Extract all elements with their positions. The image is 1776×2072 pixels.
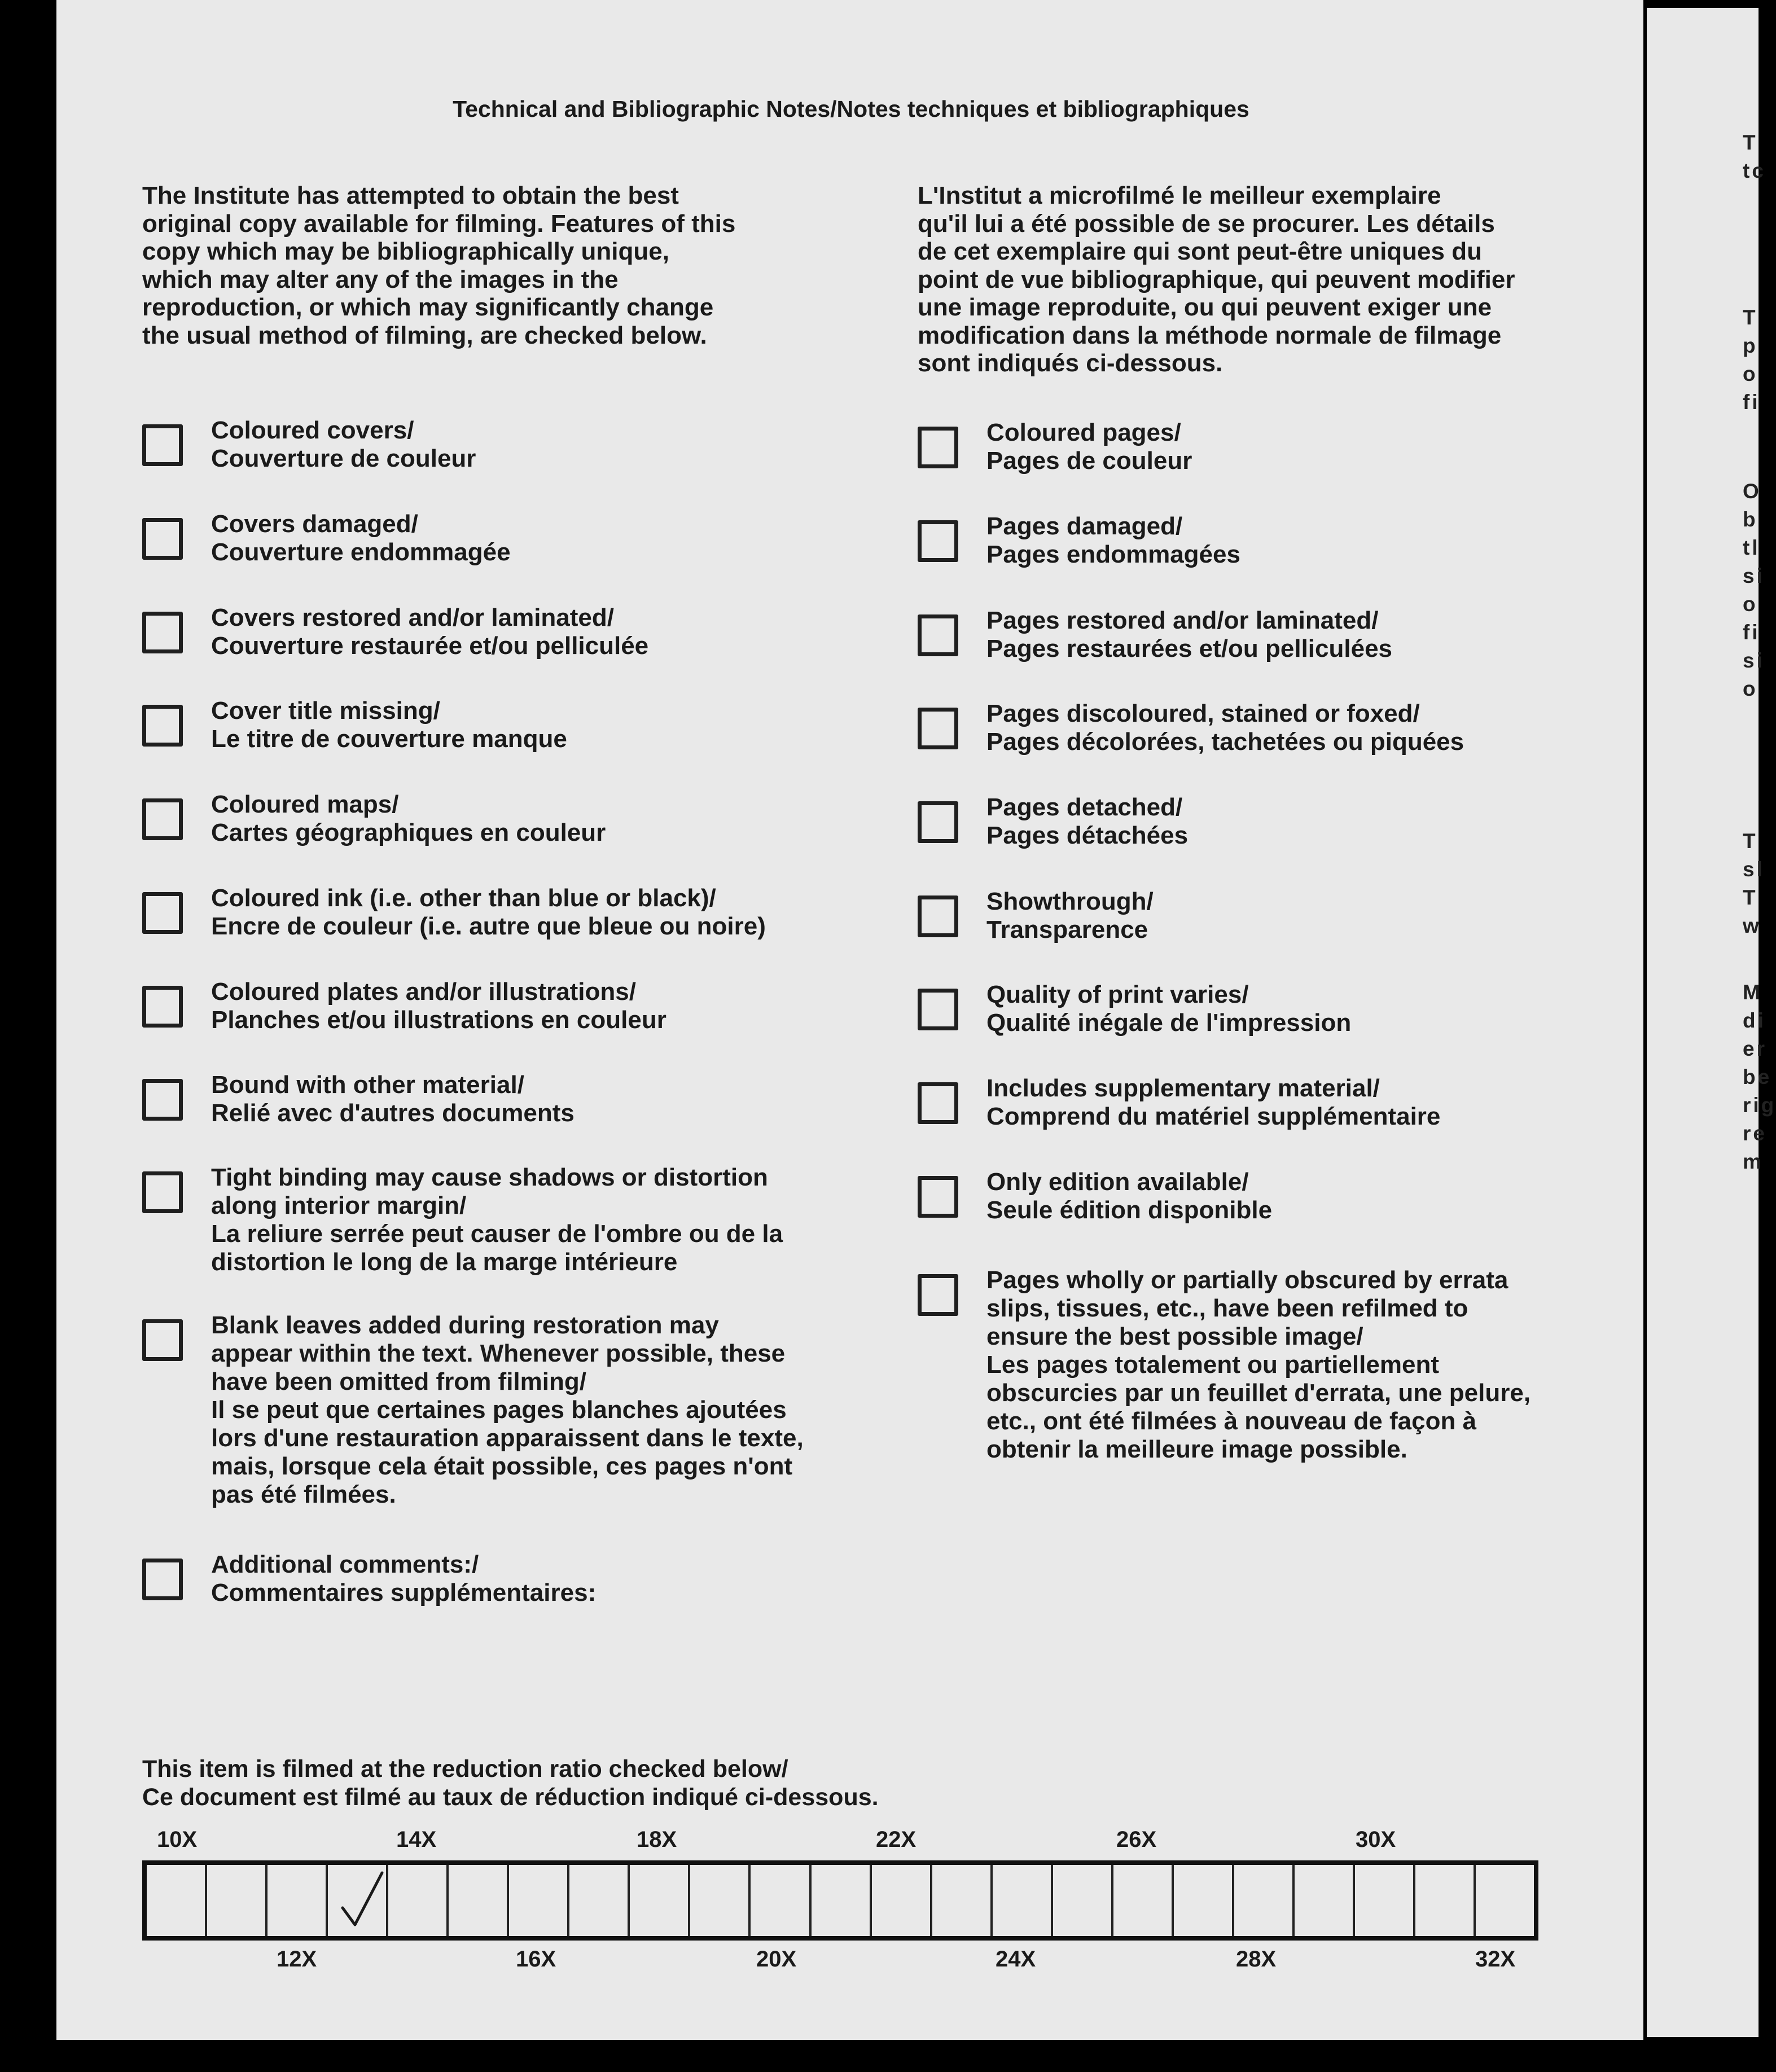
ratio-cell[interactable] [1113, 1865, 1174, 1936]
text-line: Quality of print varies/ [986, 981, 1249, 1008]
intro-french [918, 182, 1595, 377]
checkbox[interactable] [918, 989, 958, 1030]
text-line: Encre de couleur (i.e. autre que bleue ou noire) [211, 912, 766, 940]
text-line: Pages restored and/or laminated/ [986, 607, 1379, 634]
text-line: original copy available for filming. Features of this [142, 209, 736, 238]
adjacent-page-fragment: T [1743, 131, 1758, 154]
text-line: the usual method of filming, are checked below. [142, 321, 707, 349]
ratio-cell[interactable] [1234, 1865, 1295, 1936]
ratio-label: 18X [637, 1827, 677, 1852]
text-line: Seule édition disponible [986, 1196, 1273, 1224]
checklist-item-label [211, 1164, 783, 1276]
text-line: etc., ont été filmées à nouveau de façon à [986, 1407, 1477, 1435]
text-line: which may alter any of the images in the [142, 265, 619, 293]
text-line: Pages décolorées, tachetées ou piquées [986, 728, 1464, 756]
checklist-item-label [211, 884, 766, 941]
text-line: Planches et/ou illustrations en couleur [211, 1006, 666, 1034]
ratio-label: 32X [1475, 1947, 1516, 1972]
checklist-item-label [986, 1074, 1440, 1131]
text-line: The Institute has attempted to obtain the best [142, 182, 679, 209]
text-line: Couverture endommagée [211, 538, 511, 566]
text-line: Coloured maps/ [211, 791, 399, 818]
text-line: Pages damaged/ [986, 512, 1183, 540]
adjacent-page-fragment: T [1743, 886, 1758, 909]
reduction-ratio-table [142, 1860, 1538, 1941]
checklist-item-label [211, 1551, 596, 1607]
text-line: Transparence [986, 916, 1148, 943]
text-line: distortion le long de la marge intérieure [211, 1248, 678, 1276]
checklist-item-label [986, 1168, 1272, 1224]
text-line: This item is filmed at the reduction ratio checked below/ [142, 1755, 788, 1783]
adjacent-page-edge [1647, 8, 1759, 2037]
checkbox[interactable] [142, 986, 183, 1028]
text-line: Tight binding may cause shadows or distortion [211, 1164, 768, 1191]
checkbox[interactable] [142, 705, 183, 747]
ratio-cell[interactable] [569, 1865, 630, 1936]
text-line: Relié avec d'autres documents [211, 1099, 575, 1127]
ratio-cell[interactable] [630, 1865, 690, 1936]
ratio-label: 24X [996, 1947, 1036, 1972]
checkbox[interactable] [142, 892, 183, 934]
checkbox[interactable] [918, 1082, 958, 1124]
checklist-item-label [211, 1311, 804, 1509]
checklist-item-label [986, 981, 1351, 1037]
text-line: Showthrough/ [986, 888, 1154, 915]
adjacent-page-fragment: o [1743, 592, 1758, 616]
checklist-item-label [211, 791, 606, 847]
adjacent-page-fragment: O [1743, 480, 1761, 503]
text-line: point de vue bibliographique, qui peuvent modifier [918, 265, 1515, 293]
text-line: obtenir la meilleure image possible. [986, 1436, 1407, 1463]
ratio-cell[interactable] [1415, 1865, 1476, 1936]
text-line: sont indiqués ci-dessous. [918, 349, 1223, 377]
checklist-item-label [986, 888, 1154, 944]
adjacent-page-fragment: tc [1743, 159, 1766, 182]
text-line: along interior margin/ [211, 1192, 467, 1219]
adjacent-page-fragment: rig [1743, 1094, 1776, 1117]
adjacent-page-fragment: w [1743, 914, 1761, 937]
text-line: Coloured covers/ [211, 416, 414, 444]
text-line: Only edition available/ [986, 1168, 1249, 1196]
page-title: Technical and Bibliographic Notes/Notes techniques et bibliographiques [453, 96, 1249, 122]
text-line: Pages detached/ [986, 793, 1183, 821]
adjacent-page-fragment: si [1743, 564, 1765, 587]
text-line: modification dans la méthode normale de filmage [918, 321, 1502, 349]
adjacent-page-fragment: T [1743, 829, 1758, 853]
text-line: obscurcies par un feuillet d'errata, une pelure, [986, 1379, 1531, 1407]
adjacent-page-fragment: si [1743, 649, 1765, 672]
text-line: Blank leaves added during restoration may [211, 1311, 719, 1339]
text-line: Coloured pages/ [986, 419, 1181, 446]
text-line: Il se peut que certaines pages blanches ajoutées [211, 1396, 787, 1424]
checkbox[interactable] [918, 427, 958, 468]
text-line: Qualité inégale de l'impression [986, 1009, 1352, 1037]
text-line: Les pages totalement ou partiellement [986, 1351, 1439, 1379]
ratio-label: 26X [1116, 1827, 1157, 1852]
adjacent-page-fragment: sl [1743, 858, 1765, 881]
adjacent-page-fragment: fi [1743, 390, 1760, 414]
checklist-item-label [986, 700, 1464, 756]
adjacent-page-fragment: p [1743, 334, 1758, 357]
checkbox[interactable] [142, 424, 183, 466]
checklist-item-label [211, 416, 476, 473]
checkbox[interactable] [142, 518, 183, 560]
text-line: une image reproduite, ou qui peuvent exiger une [918, 293, 1492, 321]
text-line: lors d'une restauration apparaissent dans le texte, [211, 1424, 804, 1452]
checkmark-icon [339, 1868, 384, 1930]
ratio-label: 30X [1356, 1827, 1396, 1852]
text-line: reproduction, or which may significantly change [142, 293, 714, 321]
text-line: mais, lorsque cela était possible, ces pages n'ont [211, 1452, 793, 1480]
text-line: Cover title missing/ [211, 697, 440, 725]
text-line: Pages de couleur [986, 447, 1192, 475]
checkbox[interactable] [918, 1176, 958, 1218]
text-line: Le titre de couverture manque [211, 725, 567, 753]
checkbox[interactable] [142, 1559, 183, 1600]
adjacent-page-fragment: o [1743, 362, 1758, 385]
text-line: Covers restored and/or laminated/ [211, 604, 614, 631]
checkbox[interactable] [142, 1171, 183, 1213]
ratio-label: 12X [277, 1947, 317, 1972]
adjacent-page-fragment: M [1743, 981, 1762, 1004]
adjacent-page-fragment: b [1743, 508, 1758, 531]
checklist-item-label [986, 1266, 1531, 1464]
text-line: slips, tissues, etc., have been refilmed to [986, 1294, 1468, 1322]
text-line: have been omitted from filming/ [211, 1368, 586, 1395]
text-line: Cartes géographiques en couleur [211, 819, 606, 846]
text-line: Commentaires supplémentaires: [211, 1579, 597, 1606]
text-line: appear within the text. Whenever possible, these [211, 1340, 786, 1367]
checklist-item-label [986, 512, 1240, 569]
ratio-cell[interactable] [147, 1865, 207, 1936]
ratio-cell[interactable] [207, 1865, 268, 1936]
adjacent-page-fragment: fi [1743, 621, 1760, 644]
checkbox[interactable] [918, 801, 958, 843]
ratio-cell[interactable] [509, 1865, 569, 1936]
text-line: Bound with other material/ [211, 1071, 524, 1099]
text-line: Ce document est filmé au taux de réduction indiqué ci-dessous. [142, 1784, 879, 1811]
text-line: Covers damaged/ [211, 510, 418, 538]
adjacent-page-fragment: di [1743, 1009, 1766, 1032]
text-line: Coloured ink (i.e. other than blue or black)/ [211, 884, 716, 912]
text-line: Pages restaurées et/ou pelliculées [986, 635, 1393, 662]
intro-english [142, 182, 904, 349]
checklist-item-label [211, 697, 567, 753]
ratio-label: 22X [876, 1827, 916, 1852]
adjacent-page-fragment: re [1743, 1122, 1767, 1145]
ratio-cell[interactable] [932, 1865, 993, 1936]
ratio-cell[interactable] [388, 1865, 449, 1936]
text-line: pas été filmées. [211, 1481, 396, 1508]
text-line: qu'il lui a été possible de se procurer. Les détails [918, 209, 1495, 238]
checklist-item-label [986, 607, 1392, 663]
ratio-cell[interactable] [751, 1865, 811, 1936]
adjacent-page-fragment: m [1743, 1150, 1764, 1173]
reduction-ratio-note [142, 1755, 879, 1811]
ratio-cell[interactable] [1053, 1865, 1113, 1936]
checklist-item-label [211, 604, 648, 660]
ratio-label: 20X [756, 1947, 797, 1972]
ratio-cell[interactable] [993, 1865, 1053, 1936]
ratio-cell[interactable] [328, 1865, 388, 1936]
text-line: Pages discoloured, stained or foxed/ [986, 700, 1420, 727]
text-line: copy which may be bibliographically unique, [142, 238, 669, 265]
ratio-cell[interactable] [268, 1865, 328, 1936]
ratio-cell[interactable] [1355, 1865, 1415, 1936]
ratio-cell[interactable] [1476, 1865, 1534, 1936]
ratio-cell[interactable] [1174, 1865, 1234, 1936]
checkbox[interactable] [142, 1079, 183, 1121]
text-line: La reliure serrée peut causer de l'ombre ou de la [211, 1220, 783, 1248]
checkbox[interactable] [918, 1274, 958, 1316]
text-line: Additional comments:/ [211, 1551, 479, 1578]
text-line: Pages wholly or partially obscured by errata [986, 1266, 1508, 1294]
ratio-cell[interactable] [872, 1865, 932, 1936]
ratio-label: 10X [157, 1827, 198, 1852]
checklist-item-label [211, 1071, 575, 1127]
ratio-cell[interactable] [449, 1865, 509, 1936]
adjacent-page-fragment: er [1743, 1037, 1767, 1060]
checkbox[interactable] [142, 798, 183, 840]
adjacent-page-fragment: be [1743, 1065, 1772, 1088]
checkbox[interactable] [918, 614, 958, 656]
checkbox[interactable] [142, 1319, 183, 1361]
ratio-label: 28X [1236, 1947, 1277, 1972]
text-line: Coloured plates and/or illustrations/ [211, 978, 636, 1006]
checkbox[interactable] [142, 612, 183, 653]
text-line: L'Institut a microfilmé le meilleur exemplaire [918, 182, 1441, 209]
checklist-item-label [986, 793, 1188, 850]
text-line: Includes supplementary material/ [986, 1074, 1380, 1102]
adjacent-page-fragment: T [1743, 306, 1758, 329]
text-line: Pages endommagées [986, 541, 1240, 568]
checkbox[interactable] [918, 520, 958, 562]
text-line: de cet exemplaire qui sont peut-être uniques du [918, 238, 1482, 265]
text-line: ensure the best possible image/ [986, 1323, 1363, 1350]
ratio-cell[interactable] [1295, 1865, 1355, 1936]
checklist-item-label [211, 978, 666, 1034]
adjacent-page-fragment: tl [1743, 536, 1760, 559]
checkbox[interactable] [918, 895, 958, 937]
text-line: Pages détachées [986, 822, 1189, 849]
adjacent-page-fragment: o [1743, 677, 1758, 700]
checklist-item-label [986, 419, 1192, 475]
ratio-label: 16X [516, 1947, 556, 1972]
checkbox[interactable] [918, 708, 958, 749]
ratio-cell[interactable] [812, 1865, 872, 1936]
text-line: Couverture restaurée et/ou pelliculée [211, 632, 649, 660]
ratio-label: 14X [396, 1827, 437, 1852]
ratio-cell[interactable] [690, 1865, 751, 1936]
checklist-item-label [211, 510, 511, 567]
text-line: Couverture de couleur [211, 445, 476, 472]
text-line: Comprend du matériel supplémentaire [986, 1103, 1441, 1130]
